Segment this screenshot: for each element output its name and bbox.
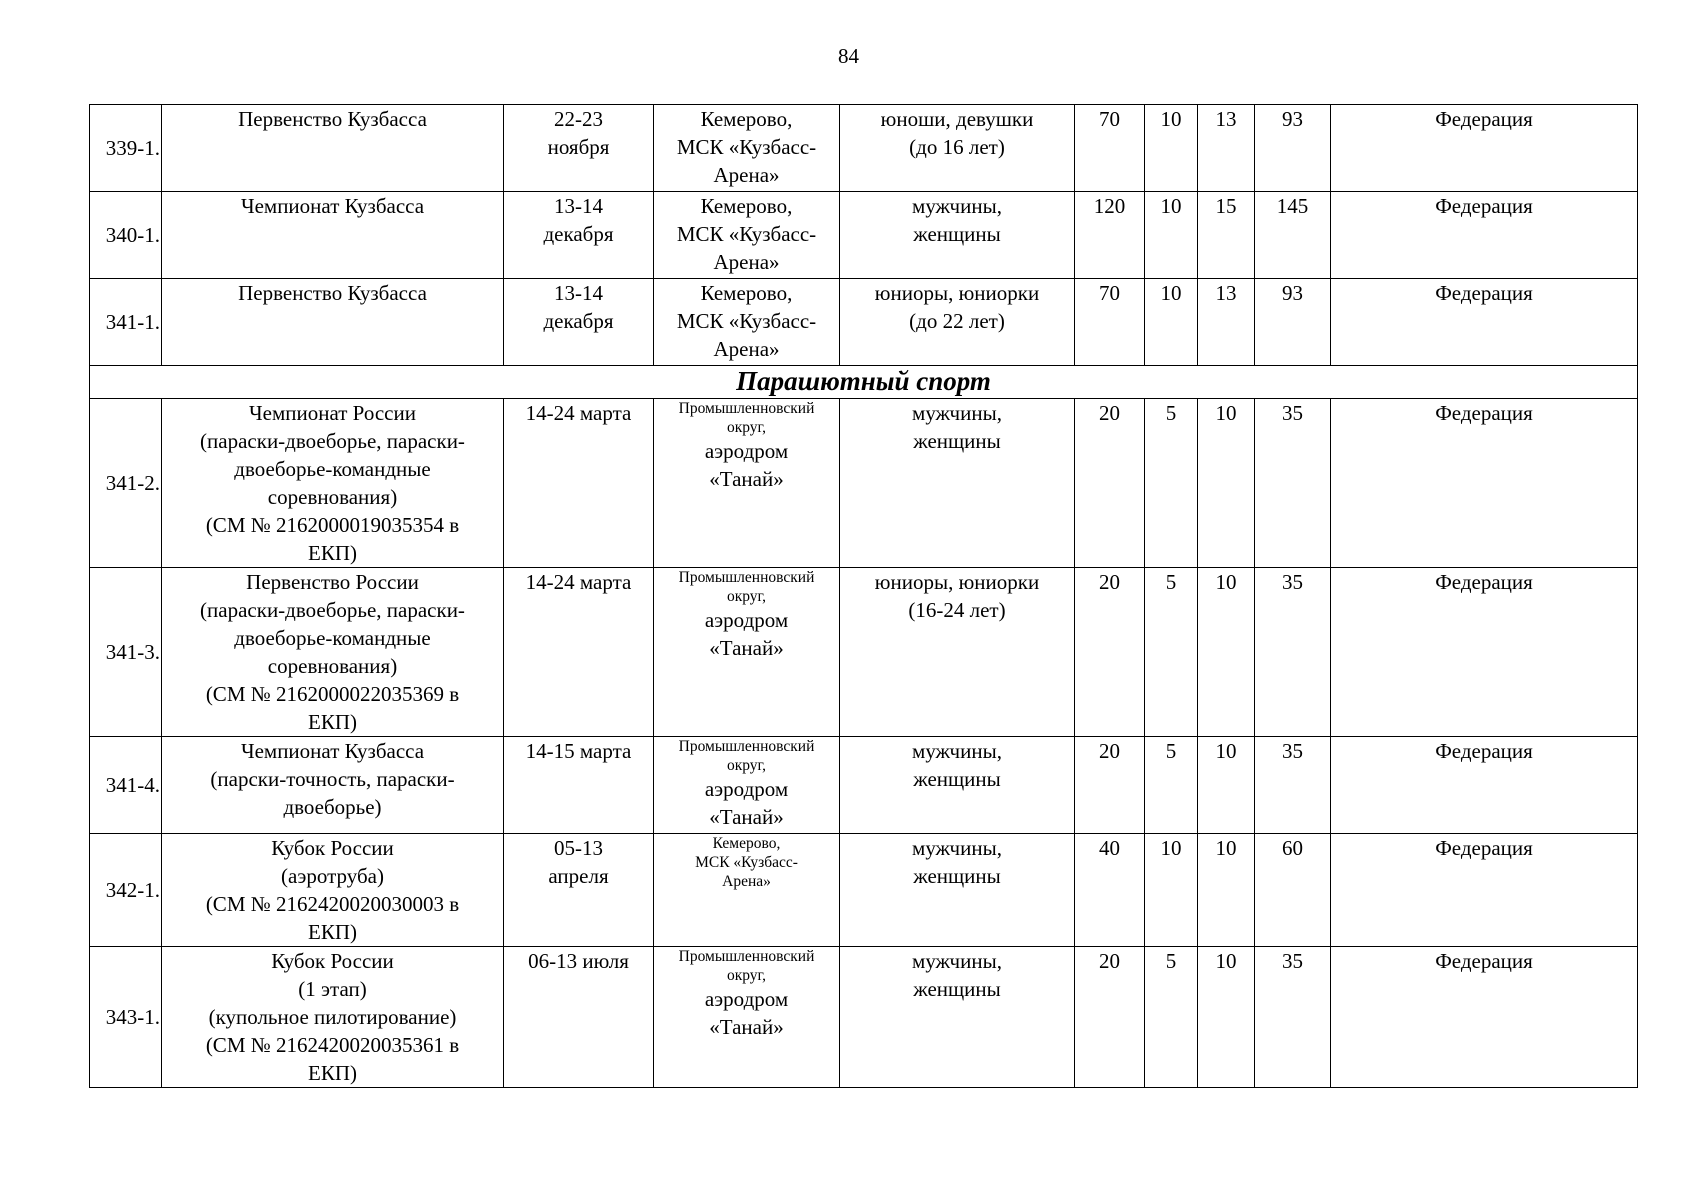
event-location-line: МСК «Кузбасс- xyxy=(676,135,817,159)
event-name-line: Чемпионат Кузбасса xyxy=(240,194,425,218)
event-participants-line: женщины xyxy=(913,767,1001,791)
event-location-line: Арена» xyxy=(713,337,780,361)
event-location-small-line: МСК «Кузбасс- xyxy=(695,854,798,871)
event-location-line: «Танай» xyxy=(709,636,784,660)
organizer: Федерация xyxy=(1331,947,1638,1088)
event-name-line: Кубок России xyxy=(271,836,394,860)
event-dates xyxy=(504,105,654,192)
event-dates xyxy=(504,279,654,366)
event-location-line: Кемерово, xyxy=(700,194,793,218)
table-row xyxy=(90,737,1638,834)
event-participants-line: юниоры, юниорки xyxy=(874,281,1040,305)
organizer: Федерация xyxy=(1331,834,1638,947)
event-location-line: Арена» xyxy=(713,250,780,274)
count-a: 120 xyxy=(1075,192,1145,279)
event-name-line: (парски-точность, параски- xyxy=(210,767,455,791)
event-name-line: (купольное пилотирование) xyxy=(208,1005,457,1029)
count-a: 40 xyxy=(1075,834,1145,947)
event-dates-line: апреля xyxy=(548,864,609,888)
event-participants xyxy=(840,279,1075,366)
row-number: 339-1. xyxy=(90,105,162,192)
event-location xyxy=(654,279,840,366)
event-name-line: Кубок России xyxy=(271,949,394,973)
event-location-line: МСК «Кузбасс- xyxy=(676,222,817,246)
count-a: 20 xyxy=(1075,947,1145,1088)
event-participants-line: мужчины, xyxy=(912,739,1002,763)
organizer: Федерация xyxy=(1331,192,1638,279)
event-location-line: МСК «Кузбасс- xyxy=(676,309,817,333)
event-name xyxy=(162,192,504,279)
count-a: 20 xyxy=(1075,568,1145,737)
event-dates-line: 14-15 марта xyxy=(525,739,632,763)
event-dates xyxy=(504,192,654,279)
count-a: 70 xyxy=(1075,279,1145,366)
event-name-line: (аэротруба) xyxy=(281,864,384,888)
event-participants-line: мужчины, xyxy=(912,836,1002,860)
event-name-line: двоеборье-командные xyxy=(234,457,431,481)
count-c: 10 xyxy=(1198,834,1255,947)
event-location-line: аэродром xyxy=(704,439,789,463)
event-location-small-line: Промышленновский xyxy=(678,400,815,417)
event-dates-line: 05-13 xyxy=(554,836,603,860)
event-location-small-line: округ, xyxy=(726,967,767,984)
event-dates-line: 13-14 xyxy=(554,194,603,218)
count-total: 93 xyxy=(1255,279,1331,366)
event-name xyxy=(162,834,504,947)
event-dates-line: 14-24 марта xyxy=(525,570,632,594)
event-participants-line: женщины xyxy=(913,864,1001,888)
count-b: 10 xyxy=(1145,279,1198,366)
event-participants xyxy=(840,834,1075,947)
event-name xyxy=(162,399,504,568)
count-c: 10 xyxy=(1198,737,1255,834)
event-name-line: Первенство России xyxy=(246,570,419,594)
event-name-line: (СМ № 2162000022035369 в xyxy=(205,682,460,706)
count-total: 60 xyxy=(1255,834,1331,947)
event-participants-line: женщины xyxy=(913,977,1001,1001)
section-title: Парашютный спорт xyxy=(90,366,1638,399)
table-row xyxy=(90,568,1638,737)
event-location xyxy=(654,568,840,737)
event-participants-line: (до 16 лет) xyxy=(909,135,1005,159)
count-c: 13 xyxy=(1198,279,1255,366)
event-name-line: (1 этап) xyxy=(298,977,367,1001)
row-number: 340-1. xyxy=(90,192,162,279)
event-name-line: двоеборье) xyxy=(283,795,382,819)
table-row xyxy=(90,834,1638,947)
event-name xyxy=(162,947,504,1088)
event-dates xyxy=(504,399,654,568)
event-name xyxy=(162,279,504,366)
count-c: 10 xyxy=(1198,399,1255,568)
event-location-line: «Танай» xyxy=(709,1015,784,1039)
row-number: 343-1. xyxy=(90,947,162,1088)
event-location xyxy=(654,399,840,568)
count-b: 5 xyxy=(1145,568,1198,737)
event-dates-line: 13-14 xyxy=(554,281,603,305)
event-dates-line: декабря xyxy=(543,309,614,333)
event-name-line: (СМ № 2162420020030003 в xyxy=(205,892,460,916)
count-total: 35 xyxy=(1255,947,1331,1088)
organizer: Федерация xyxy=(1331,737,1638,834)
event-name-line: соревнования) xyxy=(267,654,398,678)
event-location xyxy=(654,105,840,192)
event-participants-line: мужчины, xyxy=(912,949,1002,973)
event-dates-line: 06-13 июля xyxy=(528,949,629,973)
event-participants xyxy=(840,568,1075,737)
event-location-small-line: Промышленновский xyxy=(678,948,815,965)
event-name-line: ЕКП) xyxy=(308,710,357,734)
count-b: 5 xyxy=(1145,737,1198,834)
events-table xyxy=(89,104,1638,1088)
organizer: Федерация xyxy=(1331,399,1638,568)
event-name xyxy=(162,105,504,192)
event-name-line: Чемпионат России xyxy=(249,401,416,425)
event-dates xyxy=(504,834,654,947)
row-number: 341-1. xyxy=(90,279,162,366)
row-number: 341-4. xyxy=(90,737,162,834)
row-number: 341-2. xyxy=(90,399,162,568)
event-name-line: Первенство Кузбасса xyxy=(238,107,427,131)
count-b: 10 xyxy=(1145,834,1198,947)
count-total: 35 xyxy=(1255,568,1331,737)
event-participants xyxy=(840,192,1075,279)
event-name-line: (параски-двоеборье, параски- xyxy=(200,429,465,453)
count-total: 35 xyxy=(1255,399,1331,568)
event-location-small-line: округ, xyxy=(726,419,767,436)
event-location-small-line: Промышленновский xyxy=(678,738,815,755)
row-number: 341-3. xyxy=(90,568,162,737)
page-number: 84 xyxy=(838,44,859,68)
event-dates-line: декабря xyxy=(543,222,614,246)
event-participants xyxy=(840,737,1075,834)
event-name-line: (СМ № 2162000019035354 в xyxy=(205,513,460,537)
event-location-line: «Танай» xyxy=(709,467,784,491)
count-total: 93 xyxy=(1255,105,1331,192)
count-b: 10 xyxy=(1145,105,1198,192)
event-name-line: ЕКП) xyxy=(308,1061,357,1085)
event-name xyxy=(162,737,504,834)
event-location-line: Арена» xyxy=(713,163,780,187)
table-row xyxy=(90,192,1638,279)
count-a: 70 xyxy=(1075,105,1145,192)
event-participants-line: юноши, девушки xyxy=(880,107,1034,131)
event-location-line: аэродром xyxy=(704,987,789,1011)
event-dates xyxy=(504,568,654,737)
event-location-line: Кемерово, xyxy=(700,281,793,305)
event-participants-line: (16-24 лет) xyxy=(908,598,1006,622)
event-location xyxy=(654,947,840,1088)
event-location-line: аэродром xyxy=(704,777,789,801)
event-participants xyxy=(840,399,1075,568)
event-location-small-line: Промышленновский xyxy=(678,569,815,586)
event-participants-line: юниоры, юниорки xyxy=(874,570,1040,594)
section-header-row xyxy=(90,366,1638,399)
event-location-small-line: округ, xyxy=(726,757,767,774)
event-name-line: (параски-двоеборье, параски- xyxy=(200,598,465,622)
event-location-small-line: Кемерово, xyxy=(712,835,781,852)
count-c: 10 xyxy=(1198,568,1255,737)
event-location xyxy=(654,834,840,947)
event-name-line: (СМ № 2162420020035361 в xyxy=(205,1033,460,1057)
event-location-small-line: Арена» xyxy=(722,873,771,890)
event-participants-line: мужчины, xyxy=(912,194,1002,218)
event-name xyxy=(162,568,504,737)
event-dates-line: 22-23 xyxy=(554,107,603,131)
organizer: Федерация xyxy=(1331,105,1638,192)
organizer: Федерация xyxy=(1331,568,1638,737)
event-participants xyxy=(840,947,1075,1088)
count-c: 10 xyxy=(1198,947,1255,1088)
row-number: 342-1. xyxy=(90,834,162,947)
table-row xyxy=(90,105,1638,192)
event-location-small-line: округ, xyxy=(726,588,767,605)
event-dates xyxy=(504,737,654,834)
count-b: 5 xyxy=(1145,399,1198,568)
table-row xyxy=(90,947,1638,1088)
table-row xyxy=(90,279,1638,366)
count-c: 13 xyxy=(1198,105,1255,192)
event-participants xyxy=(840,105,1075,192)
event-participants-line: (до 22 лет) xyxy=(909,309,1005,333)
count-a: 20 xyxy=(1075,399,1145,568)
count-a: 20 xyxy=(1075,737,1145,834)
count-total: 145 xyxy=(1255,192,1331,279)
event-name-line: Чемпионат Кузбасса xyxy=(240,739,425,763)
event-name-line: ЕКП) xyxy=(308,920,357,944)
organizer: Федерация xyxy=(1331,279,1638,366)
event-participants-line: мужчины, xyxy=(912,401,1002,425)
event-name-line: двоеборье-командные xyxy=(234,626,431,650)
event-name-line: соревнования) xyxy=(267,485,398,509)
event-dates xyxy=(504,947,654,1088)
count-c: 15 xyxy=(1198,192,1255,279)
event-location-line: «Танай» xyxy=(709,805,784,829)
event-location xyxy=(654,192,840,279)
count-b: 5 xyxy=(1145,947,1198,1088)
event-participants-line: женщины xyxy=(913,429,1001,453)
count-total: 35 xyxy=(1255,737,1331,834)
event-participants-line: женщины xyxy=(913,222,1001,246)
event-dates-line: ноября xyxy=(547,135,610,159)
count-b: 10 xyxy=(1145,192,1198,279)
event-location-line: Кемерово, xyxy=(700,107,793,131)
table-row xyxy=(90,399,1638,568)
event-name-line: Первенство Кузбасса xyxy=(238,281,427,305)
event-dates-line: 14-24 марта xyxy=(525,401,632,425)
event-location xyxy=(654,737,840,834)
event-name-line: ЕКП) xyxy=(308,541,357,565)
event-location-line: аэродром xyxy=(704,608,789,632)
